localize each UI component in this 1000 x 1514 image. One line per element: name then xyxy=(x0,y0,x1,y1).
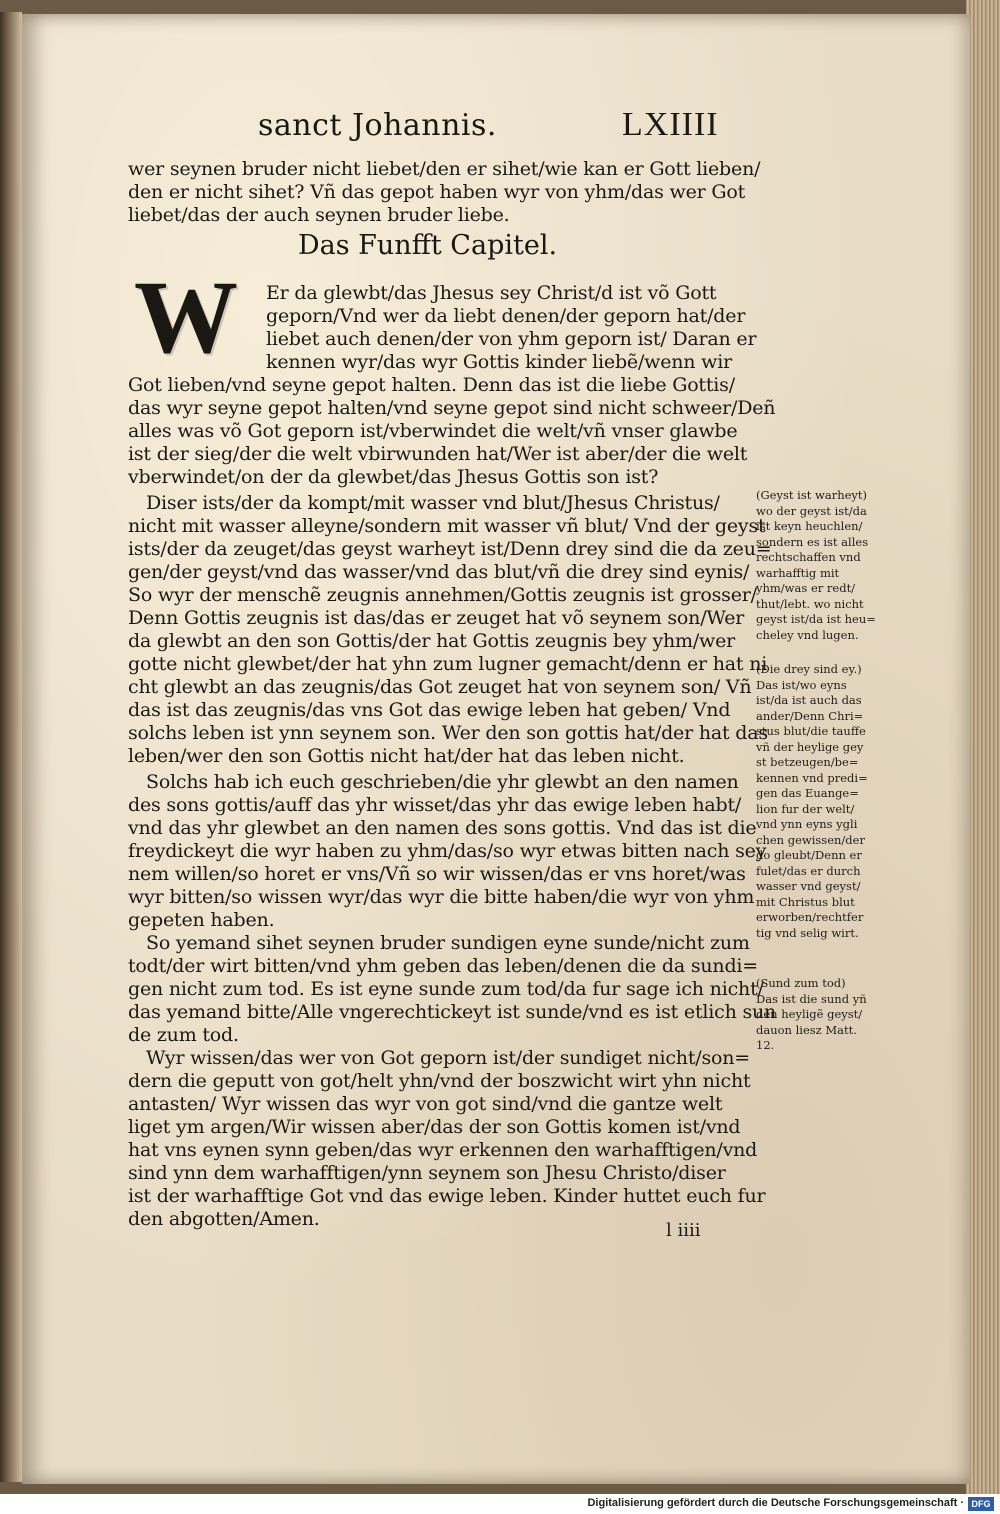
text-line: nem willen/so horet er vns/Vñ so wir wissen/das er vns horet/was xyxy=(128,863,746,885)
text-line: ists/der da zeuget/das geyst warheyt ist/Denn drey sind die da zeu= xyxy=(128,538,772,560)
chapter-heading: Das Funfft Capitel. xyxy=(298,230,558,261)
text-line: kennen wyr/das wyr Gottis kinder liebẽ/wenn wir xyxy=(266,351,732,373)
marginal-note-line: Das ist die sund yñ xyxy=(756,991,867,1006)
text-line: cht glewbt an das zeugnis/das Got zeuget hat von seynem son/ Vñ xyxy=(128,676,752,698)
marginal-note-line: geyst ist/da ist heu= xyxy=(756,612,876,626)
text-line: Denn Gottis zeugnis ist das/das er zeuget hat võ seynem son/Wer xyxy=(128,607,745,629)
marginal-note-line: do gleubt/Denn er xyxy=(756,848,862,862)
text-line: dern die geputt von got/helt yhn/vnd der boszwicht wirt yhn nicht xyxy=(128,1070,751,1092)
marginal-note-line: stus blut/die tauffe xyxy=(756,724,866,738)
text-line: Diser ists/der da kompt/mit wasser vnd blut/Jhesus Christus/ xyxy=(146,492,720,514)
marginal-note-line: Das ist/wo eyns xyxy=(756,677,847,692)
text-line: alles was võ Got geporn ist/vberwindet die welt/vñ vnser glawbe xyxy=(128,420,738,442)
text-line: leben/wer den son Gottis nicht hat/der hat das leben nicht. xyxy=(128,745,685,767)
text-line: So wyr der menschẽ zeugnis annehmen/Gottis zeugnis ist grosser/ xyxy=(128,584,757,606)
text-line: Er da glewbt/das Jhesus sey Christ/d ist võ Gott xyxy=(266,282,717,304)
marginal-note-line: st betzeugen/be= xyxy=(756,755,859,769)
text-line: ist der sieg/der die welt vbirwunden hat/Wer ist aber/der die welt xyxy=(128,443,748,465)
text-line: da glewbt an den son Gottis/der hat Gottis zeugnis bey yhm/wer xyxy=(128,630,736,652)
text-line: den abgotten/Amen. xyxy=(128,1208,320,1230)
text-line: So yemand sihet seynen bruder sundigen eyne sunde/nicht zum xyxy=(146,932,750,954)
text-line: de zum tod. xyxy=(128,1024,239,1046)
text-line: sind ynn dem warhafftigen/ynn seynem son Jhesu Christo/diser xyxy=(128,1162,726,1184)
marginal-note-line: (Sund zum tod) xyxy=(756,976,846,990)
facing-page-edge xyxy=(0,12,22,1482)
marginal-note-line: ist keyn heuchlen/ xyxy=(756,519,863,533)
marginal-note-line: erworben/rechtfer xyxy=(756,910,864,924)
text-line: gotte nicht glewbet/der hat yhn zum lugner gemacht/denn er hat ni xyxy=(128,653,768,675)
page-stack-edge xyxy=(966,0,1000,1494)
text-line: Solchs hab ich euch geschrieben/die yhr glewbt an den namen xyxy=(146,771,739,793)
text-line: wer seynen bruder nicht liebet/den er sihet/wie kan er Gott lieben/ xyxy=(128,158,761,180)
marginal-note-line: yhm/was er redt/ xyxy=(756,581,856,595)
text-line: liebet auch denen/der von yhm geporn ist/ Daran er xyxy=(266,328,757,350)
marginal-note-line: thut/lebt. wo nicht xyxy=(756,596,864,611)
text-line: vberwindet/on der da glewbet/das Jhesus Gottis son ist? xyxy=(128,466,659,488)
text-line: das ist das zeugnis/das vns Got das ewige leben hat geben/ Vnd xyxy=(128,699,731,721)
text-line: liebet/das der auch seynen bruder liebe. xyxy=(128,204,510,226)
text-line: des sons gottis/auff das yhr wisset/das yhr das ewige leben habt/ xyxy=(128,794,742,816)
marginal-note-line: (Geyst ist warheyt) xyxy=(756,488,868,502)
text-line: todt/der wirt bitten/vnd yhm geben das leben/denen die da sundi= xyxy=(128,955,759,977)
text-line: gen/der geyst/vnd das wasser/vnd das blut/vñ die drey sind eynis/ xyxy=(128,561,750,583)
marginal-note-line: mit Christus blut xyxy=(756,894,855,909)
marginal-note-line: wo der geyst ist/da xyxy=(756,503,867,518)
text-line: geporn/Vnd wer da liebt denen/der geporn hat/der xyxy=(266,305,746,327)
marginal-note-line: cheley vnd lugen. xyxy=(756,627,859,642)
marginal-note-line: (Die drey sind ey.) xyxy=(756,662,862,676)
text-line: ist der warhafftige Got vnd das ewige leben. Kinder huttet euch fur xyxy=(128,1185,766,1207)
marginal-note-line: sondern es ist alles xyxy=(756,534,869,549)
text-line: vnd das yhr glewbet an den namen des sons gottis. Vnd das ist die xyxy=(128,817,757,839)
marginal-note-line: warhafftig mit xyxy=(756,565,840,580)
folio-number: LXIIII xyxy=(622,106,719,143)
marginal-note-line: lion fur der welt/ xyxy=(756,801,855,816)
text-line: freydickeyt die wyr haben zu yhm/das/so wyr etwas bitten nach sey xyxy=(128,840,767,862)
text-line: nicht mit wasser alleyne/sondern mit wasser vñ blut/ Vnd der geyst xyxy=(128,515,766,537)
text-line: solchs leben ist ynn seynem son. Wer den son gottis hat/der hat das xyxy=(128,722,768,744)
marginal-note-line: den heyligẽ geyst/ xyxy=(756,1007,863,1021)
marginal-note-line: tig vnd selig wirt. xyxy=(756,925,859,940)
drop-cap: W xyxy=(134,260,238,375)
text-line: das yemand bitte/Alle vngerechtickeyt ist sunde/vnd es ist etlich sun xyxy=(128,1001,777,1023)
text-line: antasten/ Wyr wissen das wyr von got sind/vnd die gantze welt xyxy=(128,1093,723,1115)
text-line: gepeten haben. xyxy=(128,909,275,931)
marginal-note-line: kennen vnd predi= xyxy=(756,770,868,785)
marginal-note-line: wasser vnd geyst/ xyxy=(756,879,861,893)
marginal-note-line: gen das Euange= xyxy=(756,786,859,800)
marginal-note-line: vnd ynn eyns ygli xyxy=(756,817,858,831)
marginal-note-line: ist/da ist auch das xyxy=(756,693,862,707)
text-line: gen nicht zum tod. Es ist eyne sunde zum tod/da fur sage ich nicht/ xyxy=(128,978,764,1000)
signature-mark: l iiii xyxy=(666,1220,701,1241)
text-line: den er nicht sihet? Vñ das gepot haben wyr von yhm/das wer Got xyxy=(128,181,746,203)
text-line: wyr bitten/so wissen wyr/das wyr die bitte haben/die wyr von yhm xyxy=(128,886,755,908)
marginal-note-line: dauon liesz Matt. xyxy=(756,1022,857,1037)
text-line: Wyr wissen/das wer von Got geporn ist/der sundiget nicht/son= xyxy=(146,1047,751,1069)
text-line: hat vns eynen synn geben/das wyr erkennen den warhafftigen/vnd xyxy=(128,1139,758,1161)
marginal-note-line: rechtschaffen vnd xyxy=(756,550,861,564)
text-line: liget ym argen/Wir wissen aber/das der son Gottis komen ist/vnd xyxy=(128,1116,741,1138)
dfg-logo: DFG xyxy=(968,1497,994,1511)
text-line: das wyr seyne gepot halten/vnd seyne gepot sind nicht schweer/Deñ xyxy=(128,397,776,419)
marginal-note-line: chen gewissen/der xyxy=(756,832,865,847)
running-title: sanct Johannis. xyxy=(258,108,497,143)
text-line: Got lieben/vnd seyne gepot halten. Denn das ist die liebe Gottis/ xyxy=(128,374,735,396)
marginal-note-line: 12. xyxy=(756,1038,775,1052)
funding-credit: Digitalisierung gefördert durch die Deutsche Forschungsgemeinschaft · xyxy=(587,1497,964,1509)
footer-bar xyxy=(0,1494,1000,1514)
marginal-note-line: fulet/das er durch xyxy=(756,863,861,878)
marginal-note-line: vñ der heylige gey xyxy=(756,739,864,754)
marginal-note-line: ander/Denn Chri= xyxy=(756,708,864,723)
